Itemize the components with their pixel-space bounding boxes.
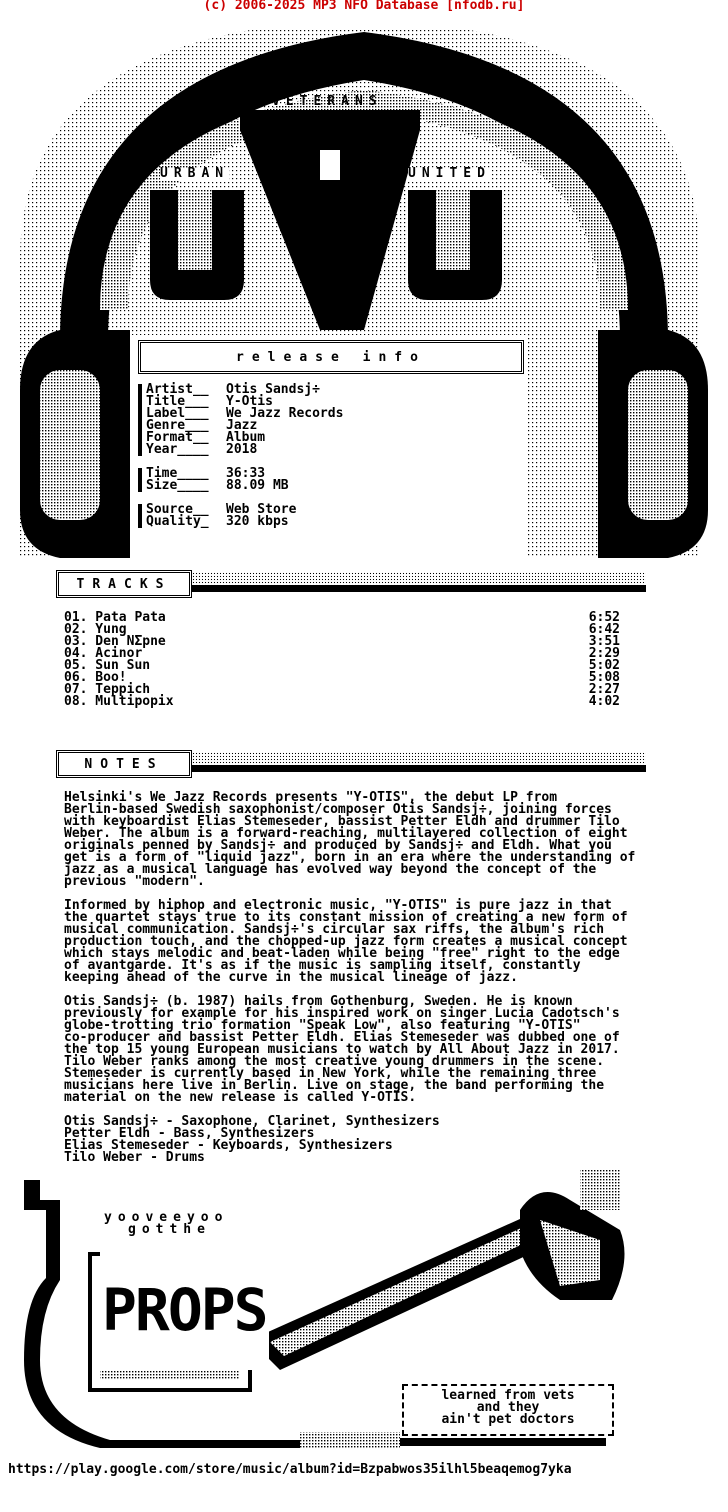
notes-bar-solid (192, 765, 646, 772)
notes-paragraph: Helsinki's We Jazz Records presents "Y-OTIS", the debut LP from Berlin-based Swedish saxophonist/composer Otis Sandsj÷, joining forces with keyboardist Elias Stemeseder, bassist Petter Eldh and drummer Tilo Weber. The album is a forward-reaching, multilayered collection of eight originals penned by Sandsj÷ and produced by Sandsj÷ and Eldh. What you get is a form of "liquid jazz", born in an era where the understanding of jazz as a musical language has evolved way beyond the concept of the previous "modern". (64, 790, 636, 889)
props-word: PROPS (100, 1250, 269, 1370)
quality-label: Quality_ (146, 514, 209, 529)
track-row (64, 696, 620, 708)
notes-header: NOTES (56, 750, 192, 778)
format-value: Album (226, 430, 266, 445)
tracks-header: TRACKS (56, 570, 192, 598)
track-time: 6:42 (588, 622, 620, 637)
props-line2: gotthe (128, 1222, 211, 1237)
release-info-title: release info (236, 349, 426, 365)
track-title: 04. Acinor (64, 646, 143, 661)
track-title: 08. Multipopix (64, 694, 174, 709)
size-label: Size____ (146, 478, 209, 493)
nfodb-banner[interactable]: (c) 2006-2025 MP3 NFO Database [nfodb.ru] (203, 0, 525, 13)
logo-united: UNITED (408, 166, 491, 181)
info-group-source (138, 504, 296, 528)
year-label: Year____ (146, 442, 209, 457)
size-value: 88.09 MB (226, 478, 289, 493)
logo-veterans: VETERANS (272, 94, 383, 109)
notes-body (64, 792, 654, 1164)
source-label: Source__ (146, 502, 209, 517)
track-title: 02. Yung (64, 622, 127, 637)
track-title: 07. Teppich (64, 682, 151, 697)
notes-paragraph: Otis Sandsj÷ (b. 1987) hails from Gothenburg, Sweden. He is known previously for example for his inspired work on singer Lucia Cadotsch's globe-trotting trio formation "Speak Low", also featuring "Y-OTIS" co-producer and bassist Petter Eldh. Elias Stemeseder was dubbed one of the top 15 young European musicians to watch by All About Jazz in 2017. Tilo Weber ranks among the most creative young drummers in the scene. Stemeseder is currently based in New York, while the remaining three musicians here live in Berlin. Live on stage, the band performing the material on the new release is called Y-OTIS. (64, 994, 620, 1105)
source-url-link[interactable]: https://play.google.com/store/music/album?id=Bzpabwos35ilhl5beaqemog7yka (8, 1462, 572, 1477)
format-label: Format__ (146, 430, 209, 445)
quote-line: and they (476, 1400, 540, 1415)
source-value: Web Store (226, 502, 297, 517)
info-group-main (138, 384, 343, 456)
title-value: Y-Otis (226, 394, 273, 409)
label-label: Label___ (146, 406, 209, 421)
track-row (64, 636, 620, 648)
tracks-section-header (56, 570, 646, 594)
time-value: 36:33 (226, 466, 266, 481)
credit-line: Otis Sandsj÷ - Saxophone, Clarinet, Synthesizers (64, 1114, 440, 1129)
uvu-headphones-logo (0, 10, 728, 558)
tracks-bar-dither (192, 572, 646, 585)
credit-line: Petter Eldh - Bass, Synthesizers (64, 1126, 315, 1141)
track-time: 5:02 (588, 658, 620, 673)
credit-line: Elias Stemeseder - Keyboards, Synthesizers (64, 1138, 393, 1153)
release-info-header (138, 340, 524, 374)
quality-value: 320 kbps (226, 514, 289, 529)
track-title: 05. Sun Sun (64, 658, 151, 673)
notes-section-header (56, 750, 646, 774)
logo-urban: URBAN (160, 166, 230, 181)
genre-label: Genre___ (146, 418, 209, 433)
track-time: 2:29 (588, 646, 620, 661)
track-time: 5:08 (588, 670, 620, 685)
track-title: 03. Den NΣpne (64, 634, 166, 649)
tracklist (64, 612, 620, 708)
time-label: Time____ (146, 466, 209, 481)
track-title: 01. Pata Pata (64, 610, 166, 625)
quote-line: ain't pet doctors (441, 1412, 575, 1427)
artist-label: Artist__ (146, 382, 209, 397)
tracks-bar-solid (192, 585, 646, 592)
track-row (64, 660, 620, 672)
track-time: 3:51 (588, 634, 620, 649)
notes-bar-dither (192, 752, 646, 765)
notes-header-bar (192, 750, 646, 772)
info-group-time (138, 468, 289, 492)
title-label: Title___ (146, 394, 209, 409)
label-value: We Jazz Records (226, 406, 344, 421)
notes-paragraph: Informed by hiphop and electronic music, "Y-OTIS" is pure jazz in that the quartet stays true to its constant mission of creating a new form of musical communication. Sandsj÷'s circular sax riffs, the album's rich production touch, and the chopped-up jazz form creates a musical concept which stays melodic and beat-laden while being "free" right to the edge of avantgarde. It's as if the music is sampling itself, constantly keeping ahead of the curve in the musical lineage of jazz. (64, 898, 628, 985)
track-time: 4:02 (588, 694, 620, 709)
quote-line: learned from vets (441, 1388, 575, 1403)
track-time: 6:52 (588, 610, 620, 625)
track-time: 2:27 (588, 682, 620, 697)
credit-line: Tilo Weber - Drums (64, 1150, 205, 1165)
track-row (64, 612, 620, 624)
artist-value: Otis Sandsj÷ (226, 382, 320, 397)
track-title: 06. Boo! (64, 670, 127, 685)
quote-box (402, 1384, 614, 1436)
props-line1: yooveeyoo (104, 1210, 229, 1225)
tracks-header-bar (192, 570, 646, 592)
genre-value: Jazz (226, 418, 258, 433)
year-value: 2018 (226, 442, 258, 457)
